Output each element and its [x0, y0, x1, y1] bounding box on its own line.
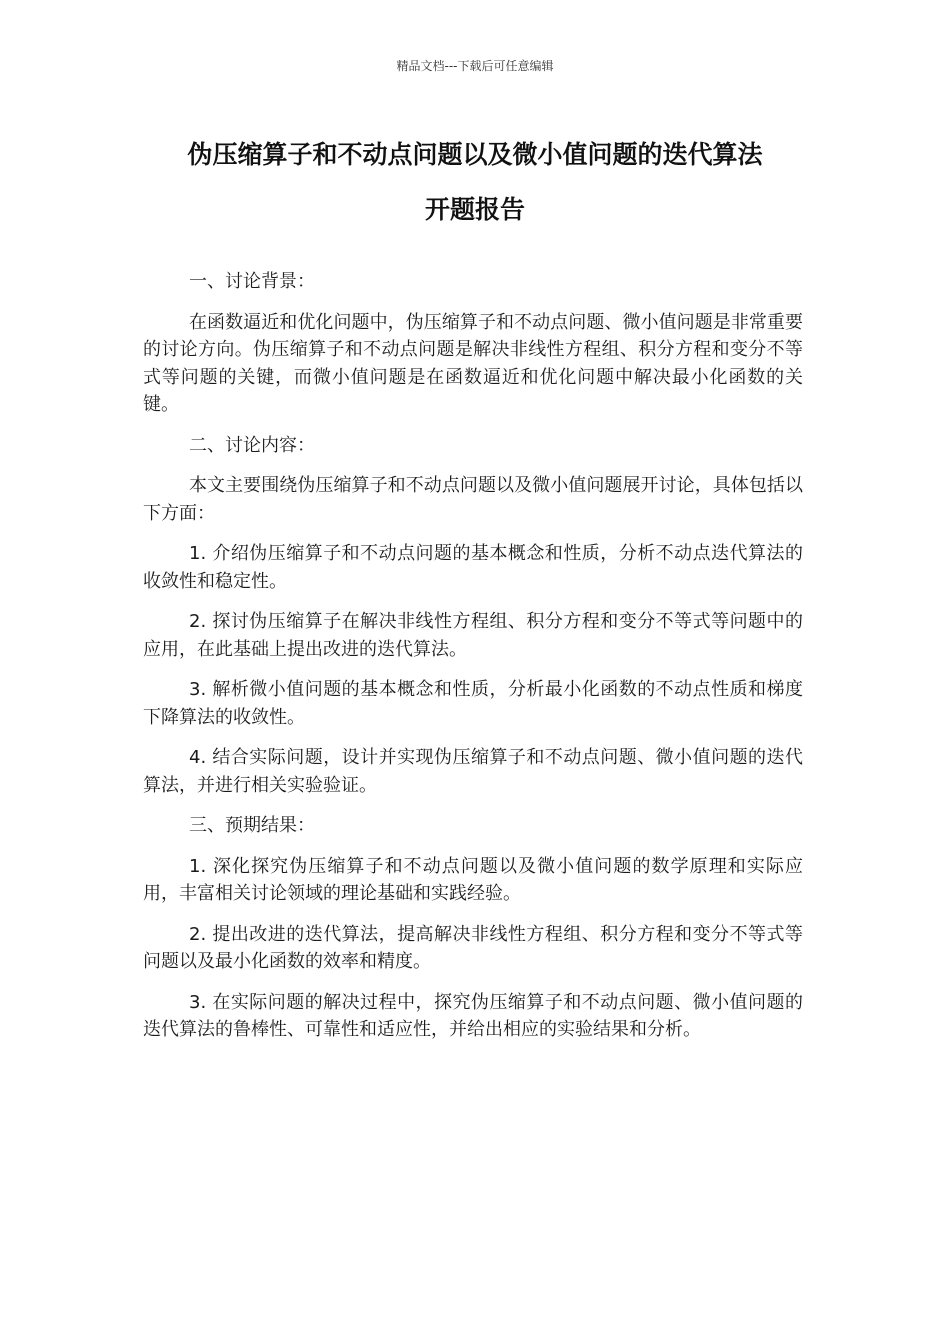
content-intro-paragraph: 本文主要围绕伪压缩算子和不动点问题以及微小值问题展开讨论，具体包括以下方面：	[143, 475, 803, 524]
document-subtitle: 开题报告	[424, 195, 525, 224]
section-heading-expected-results: 三、预期结果：	[189, 815, 315, 836]
result-item-2: 2. 提出改进的迭代算法，提高解决非线性方程组、积分方程和变分不等式等问题以及最小化函数的效率和精度。	[143, 923, 803, 972]
page-header-note: 精品文档---下载后可任意编辑	[396, 59, 554, 73]
content-item-4: 4. 结合实际问题，设计并实现伪压缩算子和不动点问题、微小值问题的迭代算法，并进行相关实验验证。	[143, 747, 803, 796]
content-item-2: 2. 探讨伪压缩算子在解决非线性方程组、积分方程和变分不等式等问题中的应用，在此基础上提出改进的迭代算法。	[143, 611, 803, 660]
background-paragraph: 在函数逼近和优化问题中，伪压缩算子和不动点问题、微小值问题是非常重要的讨论方向。伪压缩算子和不动点问题是解决非线性方程组、积分方程和变分不等式等问题的关键，而微小值问题是在函数逼近和优化问题中解决最小化函数的关键。	[143, 311, 803, 415]
result-item-3: 3. 在实际问题的解决过程中，探究伪压缩算子和不动点问题、微小值问题的迭代算法的鲁棒性、可靠性和适应性，并给出相应的实验结果和分析。	[143, 991, 803, 1040]
section-heading-background: 一、讨论背景：	[189, 271, 315, 292]
content-item-3: 3. 解析微小值问题的基本概念和性质，分析最小化函数的不动点性质和梯度下降算法的收敛性。	[143, 679, 803, 728]
document-body	[143, 268, 803, 1057]
section-heading-content: 二、讨论内容：	[189, 434, 315, 456]
document-title: 伪压缩算子和不动点问题以及微小值问题的迭代算法	[187, 140, 763, 169]
content-item-1: 1. 介绍伪压缩算子和不动点问题的基本概念和性质，分析不动点迭代算法的收敛性和稳定性。	[143, 543, 803, 592]
result-item-1: 1. 深化探究伪压缩算子和不动点问题以及微小值问题的数学原理和实际应用，丰富相关讨论领域的理论基础和实践经验。	[143, 855, 803, 904]
